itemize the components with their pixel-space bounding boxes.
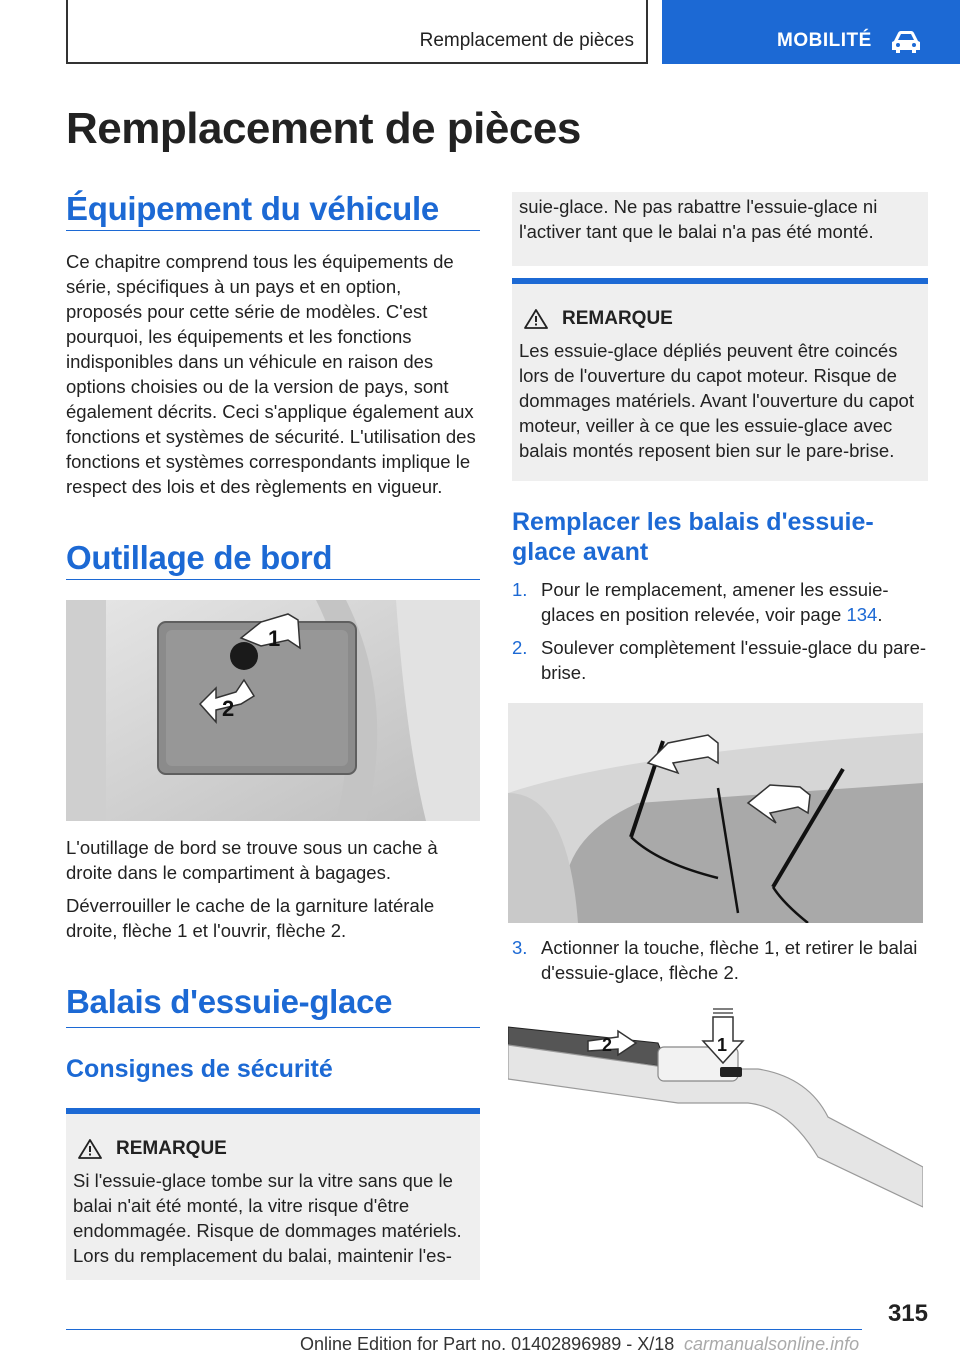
step-number: 1. [512, 579, 528, 600]
header-section-title: Remplacement de pièces [419, 30, 634, 51]
paragraph-equipement: Ce chapitre comprend tous les équipements de série, spécifiques à un pays et en option, proposés pour cette série de modèles. C'est pourquoi, les équipements et les fonctions indisponibles dans un véhicule en raison des options choisies ou de la version de pays, sont également décrits. Ceci s'applique également aux fonctions et systèmes de sécurité. L'utilisation des fonctions et systèmes correspondants implique le respect des lois et des règlements en vigueur. [66, 251, 476, 497]
step-text: Actionner la touche, flèche 1, et retirer le balai d'essuie-glace, flèche 2. [541, 937, 918, 983]
note-text: Si l'essuie-glace tombe sur la vitre sans que le balai n'ait été monté, la vitre risque d'être endommagée. Risque de dommages matériels. Lors du remplacement du balai, maintenir l'es- [73, 1170, 462, 1266]
figure-wiper-raised [508, 703, 923, 923]
heading-outillage: Outillage de bord [66, 539, 480, 580]
heading-remplacer: Remplacer les balais d'essuie-glace avant [512, 508, 874, 566]
steps-list-continued [512, 935, 928, 985]
step-number: 2. [512, 637, 528, 658]
paragraph-outillage-1: L'outillage de bord se trouve sous un cache à droite dans le compartiment à bagages. [66, 837, 438, 883]
page-link-134[interactable]: 134 [846, 604, 878, 625]
step-3 [512, 935, 928, 985]
right-column [512, 192, 928, 1229]
warning-icon [78, 1139, 102, 1159]
steps-list [512, 577, 928, 685]
wiper-raised-illustration [508, 703, 923, 923]
header-section-box [66, 0, 648, 64]
note-text-continued: suie-glace. Ne pas rabattre l'essuie-glace ni l'activer tant que le balai n'a pas été monté. [519, 196, 878, 242]
heading-consignes: Consignes de sécurité [66, 1055, 333, 1083]
figure-trunk-cover [66, 600, 480, 821]
footer-edition: Online Edition for Part no. 01402896989 - X/18 [300, 1334, 675, 1354]
note-title: REMARQUE [562, 308, 673, 329]
step-1 [512, 577, 928, 627]
step-text: Pour le remplacement, amener les essuie-glaces en position relevée, voir page [541, 579, 889, 625]
footer-rule [66, 1329, 862, 1330]
figure-wiper-blade [508, 1007, 923, 1229]
note-header [512, 284, 928, 338]
figure-callout-1: 1 [268, 626, 281, 651]
note-remarque-1 [66, 1108, 480, 1280]
note-text: Les essuie-glace dépliés peuvent être coincés lors de l'ouverture du capot moteur. Risque de dommages matériels. Avant l'ouverture du capot moteur, veiller à ce que les essuie-glace avec balais montés reposent bien sur le pare-brise. [519, 340, 914, 461]
note-body [512, 338, 928, 481]
left-column [66, 190, 480, 1280]
page-number: 315 [887, 1300, 928, 1327]
wiper-blade-illustration [508, 1007, 923, 1229]
step-2 [512, 635, 928, 685]
heading-balais: Balais d'essuie-glace [66, 983, 480, 1028]
heading-equipement: Équipement du véhicule [66, 190, 480, 231]
header-tab-mobilite[interactable] [662, 0, 960, 64]
warning-icon [524, 309, 548, 329]
note-remarque-1-continued [512, 192, 928, 266]
trunk-illustration [66, 600, 480, 821]
header-tab-label: MOBILITÉ [777, 30, 872, 51]
paragraph-outillage-2: Déverrouiller le cache de la garniture latérale droite, flèche 1 et l'ouvrir, flèche 2. [66, 895, 435, 941]
page-title: Remplacement de pièces [66, 104, 581, 153]
note-remarque-2 [512, 278, 928, 481]
step-number: 3. [512, 937, 528, 958]
step-text-end: . [877, 604, 883, 625]
figure-callout-2: 2 [222, 696, 235, 721]
note-body [66, 1168, 480, 1280]
note-title: REMARQUE [116, 1138, 227, 1159]
car-icon [890, 29, 922, 55]
note-header [66, 1114, 480, 1168]
watermark-text: carmanualsonline.info [684, 1334, 860, 1354]
figure-callout-1: 1 [717, 1035, 728, 1055]
step-text: Soulever complètement l'essuie-glace du pare-brise. [541, 637, 927, 683]
figure-callout-2: 2 [602, 1035, 613, 1055]
